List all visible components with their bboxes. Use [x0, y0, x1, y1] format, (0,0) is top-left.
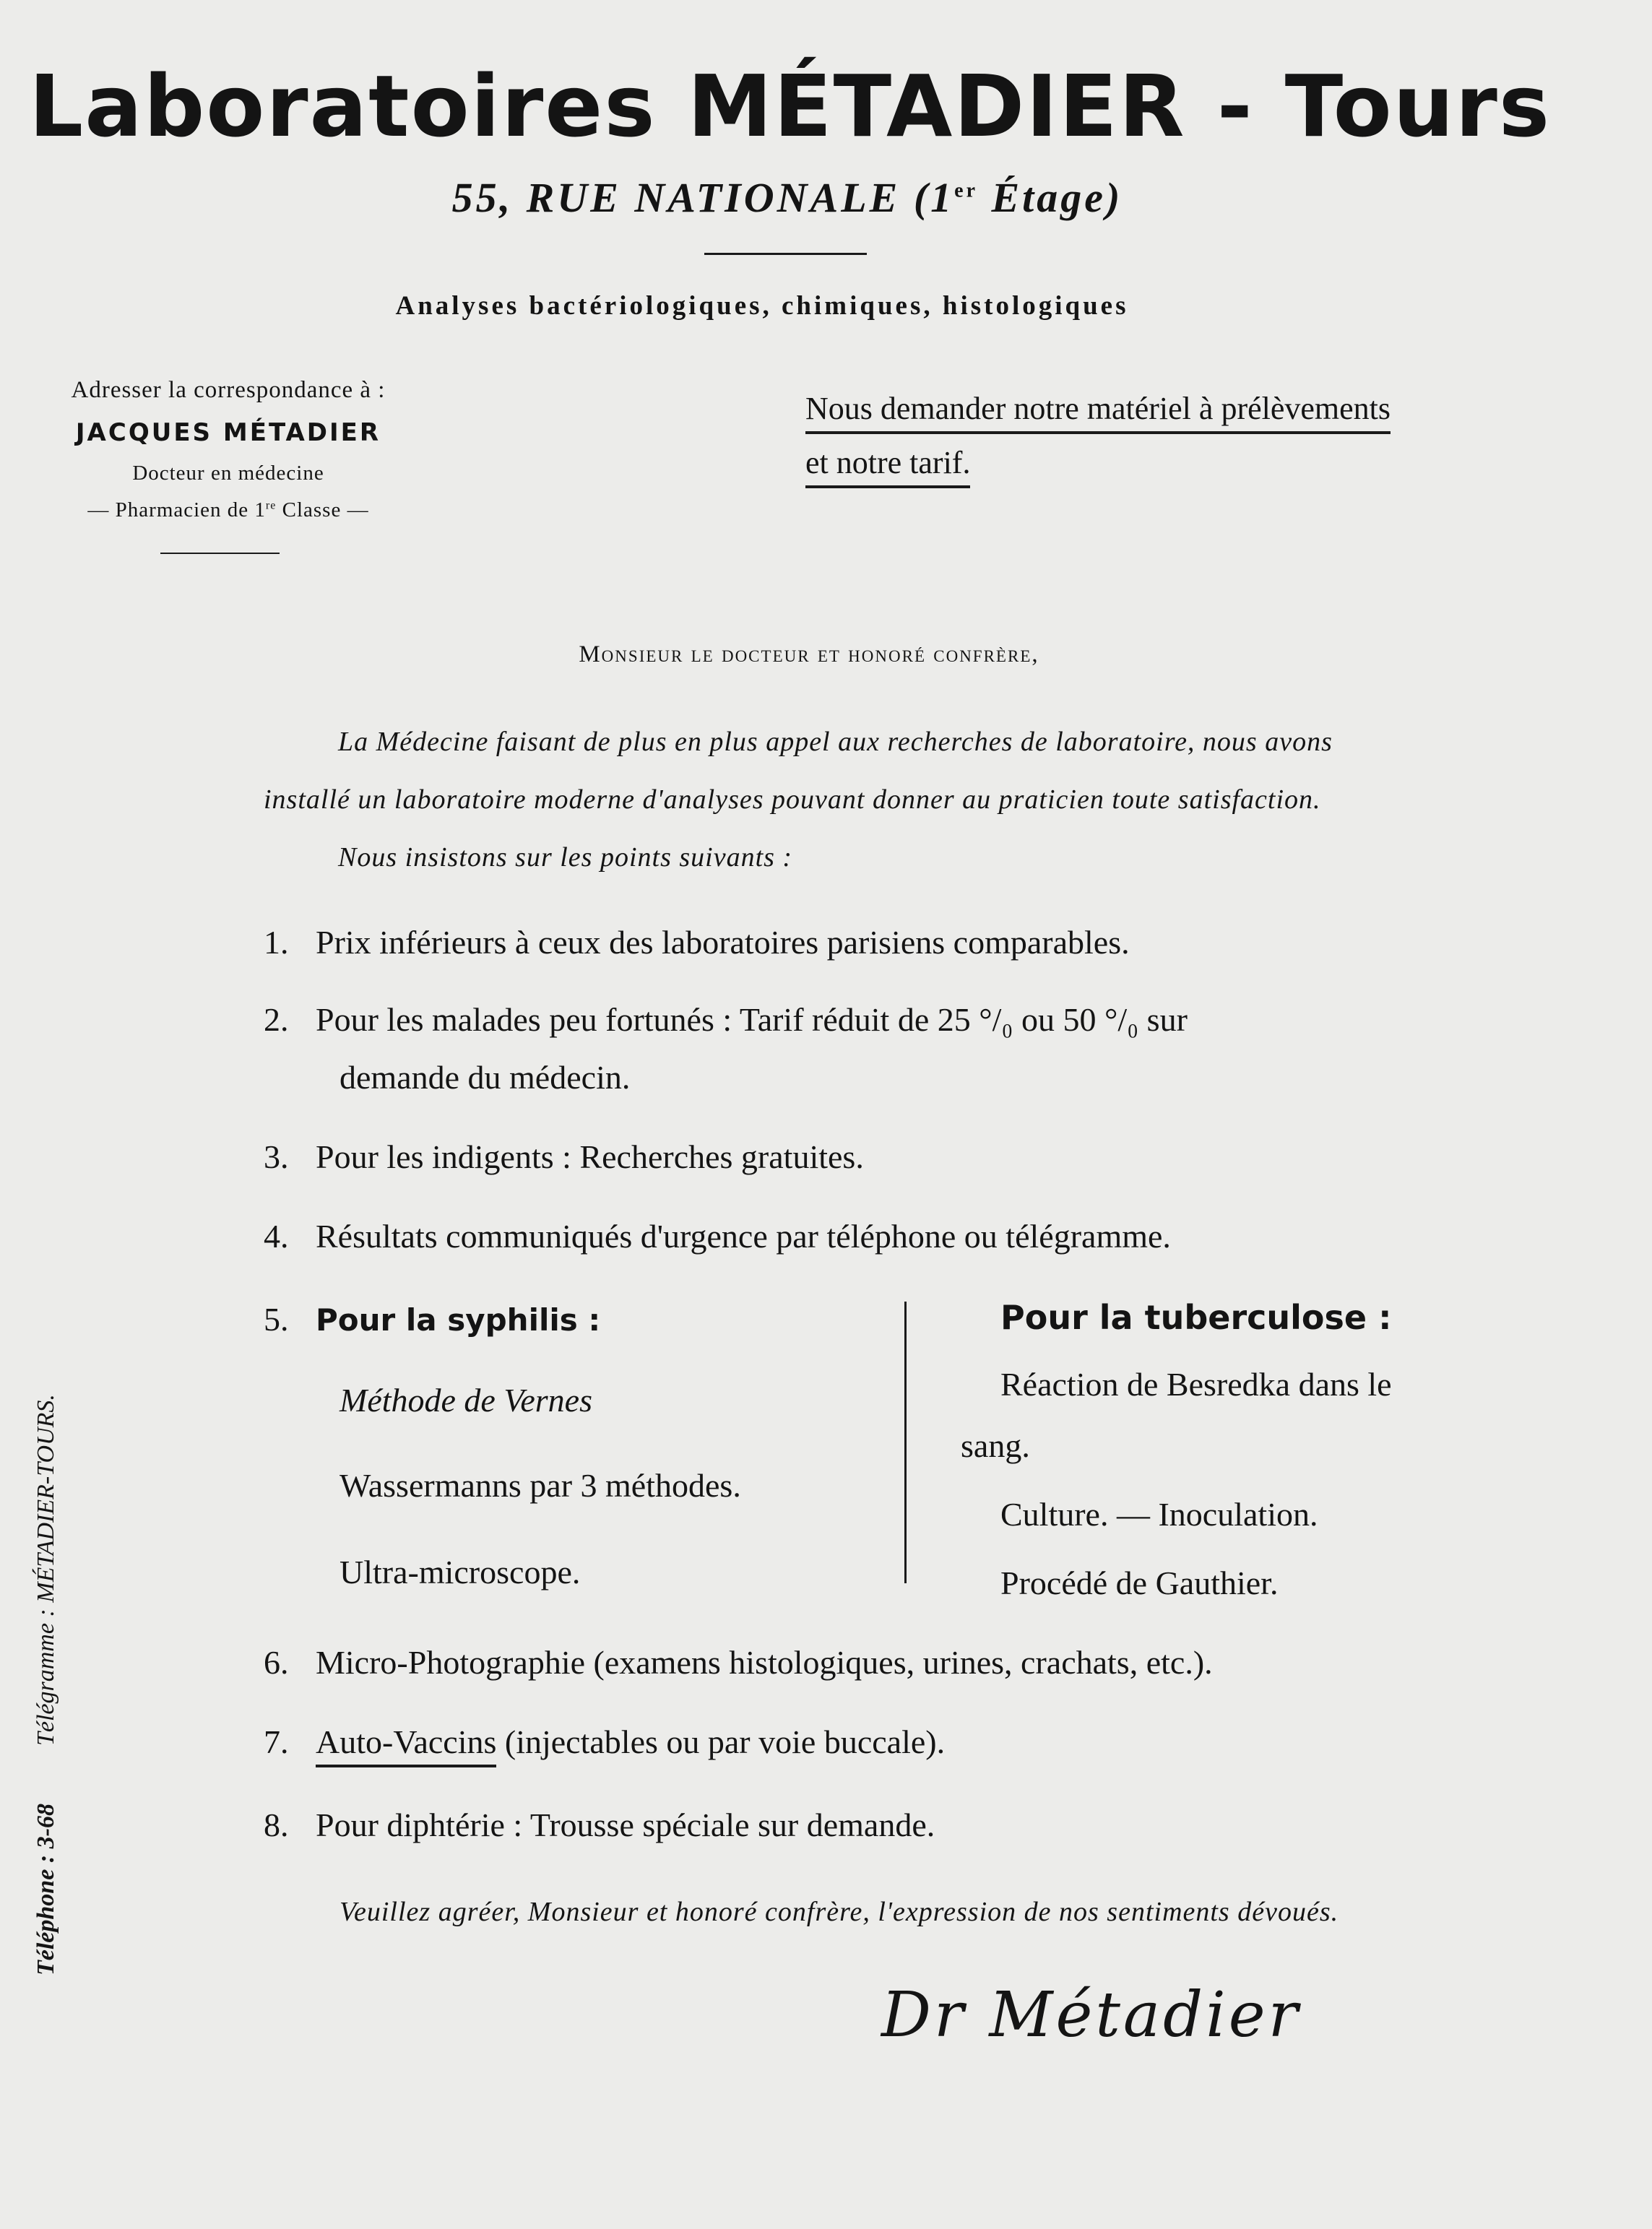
item-number: 6. [264, 1644, 289, 1681]
tuberculose-line-2: sang. [961, 1427, 1030, 1464]
auto-vaccins-label: Auto-Vaccins [316, 1723, 496, 1767]
list-item-5 [264, 1300, 600, 1338]
signature: Dr Métadier [881, 1979, 1301, 2051]
item-text: Pour les malades peu fortunés : Tarif réduit de 25 °/₀ ou 50 °/₀ sur [316, 1001, 1188, 1038]
lab-address [0, 173, 1575, 222]
list-item-2-continuation: demande du médecin. [340, 1059, 631, 1096]
list-item-7 [264, 1723, 945, 1761]
syphilis-line-3: Ultra-microscope. [340, 1554, 581, 1590]
item-number: 3. [264, 1138, 289, 1175]
address-main: 55, RUE NATIONALE (1 [451, 174, 955, 221]
item-text: Pour diphtérie : Trousse spéciale sur demande. [316, 1806, 935, 1843]
contact-sidebar [33, 1394, 60, 1975]
list-item-6 [264, 1643, 1213, 1682]
tuberculose-line-3: Culture. — Inoculation. [1000, 1496, 1318, 1533]
correspondence-name: JACQUES MÉTADIER [75, 418, 381, 447]
correspondence-divider [160, 553, 280, 554]
correspondence-block [26, 377, 431, 522]
item-number: 4. [264, 1218, 289, 1255]
lab-title: Laboratoires MÉTADIER - Tours [29, 56, 1552, 156]
correspondence-title-2 [26, 498, 431, 522]
title2-post: Classe — [276, 498, 369, 521]
analyses-line: Analyses bactériologiques, chimiques, histologiques [395, 291, 1129, 321]
paragraph-line-2: installé un laboratoire moderne d'analyses pouvant donner au praticien toute satisfaction. [264, 784, 1321, 815]
item-number: 5. [264, 1301, 289, 1338]
column-divider [904, 1302, 907, 1583]
syphilis-line-1: Méthode de Vernes [340, 1382, 592, 1419]
item-text: Résultats communiqués d'urgence par téléphone ou télégramme. [316, 1218, 1171, 1255]
item-text: Prix inférieurs à ceux des laboratoires parisiens comparables. [316, 924, 1130, 961]
materiel-line-1: Nous demander notre matériel à prélèvements [805, 390, 1391, 434]
tuberculose-title: Pour la tuberculose : [1000, 1298, 1392, 1337]
list-item-3 [264, 1138, 864, 1176]
syphilis-line-2: Wassermanns par 3 méthodes. [340, 1467, 741, 1504]
item-number: 1. [264, 924, 289, 961]
item-number: 2. [264, 1001, 289, 1038]
address-sup: er [954, 179, 978, 202]
tuberculose-line-1: Réaction de Besredka dans le [1000, 1366, 1392, 1403]
correspondence-intro: Adresser la correspondance à : [71, 377, 386, 403]
list-item-8 [264, 1806, 935, 1844]
telegram-address: Télégramme : MÉTADIER-TOURS. [33, 1394, 59, 1747]
item-text: Pour les indigents : Recherches gratuites. [316, 1138, 864, 1175]
title2-sup: re [265, 499, 277, 512]
list-item-4 [264, 1217, 1171, 1255]
telephone-number: Téléphone : 3-68 [33, 1804, 59, 1975]
tuberculose-line-4: Procédé de Gauthier. [1000, 1564, 1279, 1601]
salutation: Monsieur le docteur et honoré confrère, [579, 641, 1039, 667]
title2-pre: — Pharmacien de 1 [87, 498, 266, 521]
paragraph-line-1: La Médecine faisant de plus en plus appel aux recherches de laboratoire, nous avons [338, 727, 1333, 757]
paragraph-line-3: Nous insistons sur les points suivants : [338, 842, 793, 873]
correspondence-title-1: Docteur en médecine [132, 462, 324, 485]
list-item-1 [264, 923, 1130, 961]
list-item-2 [264, 1000, 1188, 1039]
materiel-line-2: et notre tarif. [805, 444, 970, 488]
header-divider [704, 253, 867, 255]
syphilis-title: Pour la syphilis : [316, 1302, 601, 1338]
item-text: (injectables ou par voie buccale). [496, 1723, 946, 1760]
item-number: 7. [264, 1723, 289, 1760]
item-text: Micro-Photographie (examens histologiques, urines, crachats, etc.). [316, 1644, 1213, 1681]
closing-line: Veuillez agréer, Monsieur et honoré confrère, l'expression de nos sentiments dévoués. [340, 1897, 1339, 1927]
item-number: 8. [264, 1806, 289, 1843]
address-end: Étage) [978, 174, 1123, 221]
